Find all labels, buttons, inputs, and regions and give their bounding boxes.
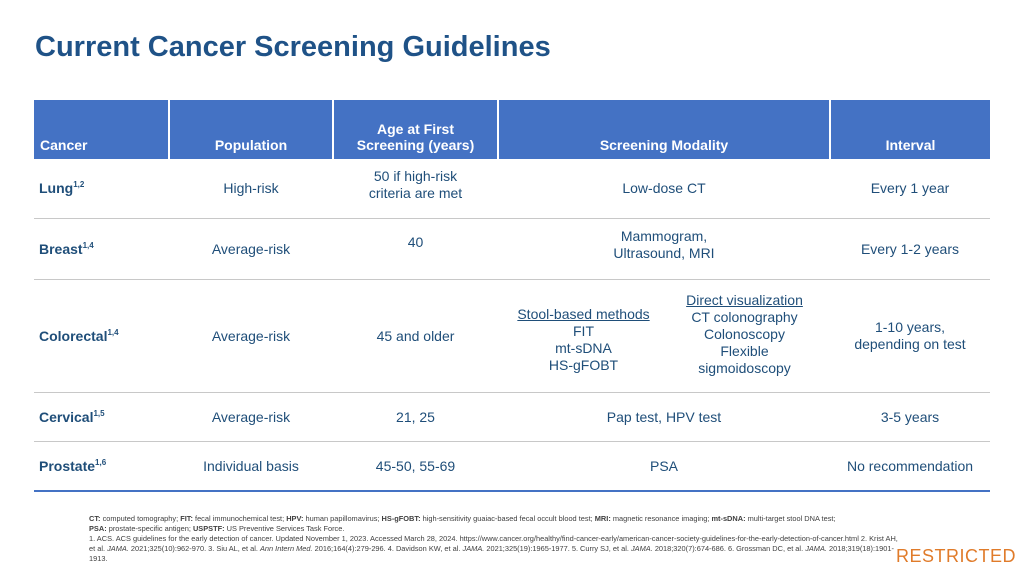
header-population: Population <box>169 100 333 159</box>
population-cell: Average-risk <box>169 280 333 393</box>
age-cell <box>333 219 498 280</box>
abbr-term: CT: <box>89 514 101 523</box>
header-cancer: Cancer <box>34 100 169 159</box>
age-value: 40 <box>407 233 424 250</box>
reference-superscript: 1,2 <box>73 180 85 189</box>
cancer-cell <box>34 219 169 280</box>
reference-superscript: 1,4 <box>82 240 94 250</box>
cancer-cell <box>34 393 169 442</box>
abbr-term: mt-sDNA: <box>711 514 746 523</box>
cancer-name: Cervical <box>39 408 94 425</box>
header-interval: Interval <box>830 100 990 159</box>
cancer-name: Prostate <box>39 457 96 474</box>
abbreviations <box>89 514 904 534</box>
interval-line1: 1-10 years, <box>874 319 946 335</box>
table-row-cervical <box>34 393 990 442</box>
header-age <box>333 100 498 159</box>
population-cell: Individual basis <box>169 442 333 492</box>
header-age-line1: Age at First <box>376 121 454 137</box>
reference-text: 2018;319(18):1901-1913. <box>89 544 894 563</box>
modality-cell: Pap test, HPV test <box>498 393 830 442</box>
journal-name: JAMA. <box>630 544 653 553</box>
abbr-definition: magnetic resonance imaging; <box>612 514 710 523</box>
cancer-name: Colorectal <box>39 327 108 344</box>
interval-cell <box>830 280 990 393</box>
interval-line2: depending on test <box>854 336 966 352</box>
age-line2: criteria are met <box>368 184 463 201</box>
abbr-definition: human papillomavirus; <box>305 514 380 523</box>
cancer-name: Breast <box>39 240 83 257</box>
population-cell: Average-risk <box>169 393 333 442</box>
stool-method-item: HS-gFOBT <box>548 356 619 373</box>
abbr-term: FIT: <box>180 514 193 523</box>
abbr-definition: fecal immunochemical test; <box>195 514 285 523</box>
age-cell: 45 and older <box>333 280 498 393</box>
modality-cell <box>498 280 830 393</box>
table-row-prostate <box>34 442 990 492</box>
direct-method-item: CT colonography <box>691 308 798 325</box>
abbr-term: MRI: <box>594 514 611 523</box>
screening-guidelines-table <box>34 100 990 492</box>
references <box>89 534 904 564</box>
age-cell <box>333 159 498 219</box>
footnotes <box>89 514 904 564</box>
reference-superscript: 1,5 <box>93 408 105 418</box>
population-cell: Average-risk <box>169 219 333 280</box>
modality-cell: PSA <box>498 442 830 492</box>
abbr-term: USPSTF: <box>192 524 225 533</box>
table-row-colorectal <box>34 280 990 393</box>
modality-cell: Low-dose CT <box>498 159 830 219</box>
abbr-definition: computed tomography; <box>102 514 179 523</box>
direct-visualization-heading: Direct visualization <box>686 291 803 308</box>
age-line1: 50 if high-risk <box>373 167 458 184</box>
modality-line1: Mammogram, <box>620 228 708 244</box>
journal-name: Ann Intern Med. <box>259 544 313 553</box>
interval-cell: No recommendation <box>830 442 990 492</box>
age-cell: 21, 25 <box>333 393 498 442</box>
abbr-definition: high-sensitivity guaiac-based fecal occult blood test; <box>422 514 593 523</box>
table-row-lung <box>34 159 990 219</box>
cancer-cell <box>34 280 169 393</box>
abbr-definition: prostate-specific antigen; <box>108 524 191 533</box>
classification-label: RESTRICTED <box>895 546 1016 566</box>
journal-name: JAMA. <box>805 544 827 553</box>
interval-cell: 3-5 years <box>830 393 990 442</box>
reference-superscript: 1,6 <box>95 457 107 467</box>
table-row-breast <box>34 219 990 280</box>
interval-cell: Every 1 year <box>830 159 990 219</box>
direct-visualization-methods <box>664 292 825 377</box>
stool-method-item: FIT <box>573 322 594 339</box>
population-cell: High-risk <box>169 159 333 219</box>
reference-text: 1. ACS. ACS guidelines for the early detection of cancer. Updated November 1, 2023. Accessed March 28, 2024. https://www.cancer.org/healthy/find-cancer-early/american-cancer-society-guidelines-for-the-early-detection-of-cancer.html 2. Krist AH, et al. <box>89 534 898 553</box>
table-header-row <box>34 100 990 159</box>
reference-text: 2021;325(10):962-970. 3. Siu AL, et al. <box>130 544 258 553</box>
modality-cell <box>498 219 830 280</box>
reference-text: 2018;320(7):674-686. 6. Grossman DC, et al. <box>654 544 804 553</box>
journal-name: JAMA. <box>107 544 129 553</box>
modality-line2: Ultrasound, MRI <box>613 245 715 261</box>
stool-based-heading: Stool-based methods <box>517 305 650 322</box>
reference-text: 2021;325(19):1965-1977. 5. Curry SJ, et al. <box>486 544 629 553</box>
age-cell: 45-50, 55-69 <box>333 442 498 492</box>
interval-cell: Every 1-2 years <box>830 219 990 280</box>
stool-based-methods <box>503 296 664 377</box>
direct-method-item: Colonoscopy <box>704 325 785 342</box>
abbr-definition: multi-target stool DNA test; <box>747 514 836 523</box>
header-age-line2: Screening (years) <box>356 137 475 153</box>
cancer-cell <box>34 442 169 492</box>
header-modality: Screening Modality <box>498 100 830 159</box>
stool-method-item: mt-sDNA <box>555 339 612 356</box>
reference-superscript: 1,4 <box>107 327 119 337</box>
cancer-cell <box>34 159 169 219</box>
abbr-definition: US Preventive Services Task Force. <box>226 524 345 533</box>
journal-name: JAMA. <box>462 544 485 553</box>
cancer-name: Lung <box>39 180 74 196</box>
direct-method-item: Flexible <box>720 342 769 359</box>
reference-text: 2016;164(4):279-296. 4. Davidson KW, et al. <box>314 544 461 553</box>
abbr-term: HS-gFOBT: <box>381 514 421 523</box>
direct-method-item: sigmoidoscopy <box>698 359 791 376</box>
abbr-term: PSA: <box>89 524 107 533</box>
abbr-term: HPV: <box>286 514 304 523</box>
page-title: Current Cancer Screening Guidelines <box>35 31 551 63</box>
